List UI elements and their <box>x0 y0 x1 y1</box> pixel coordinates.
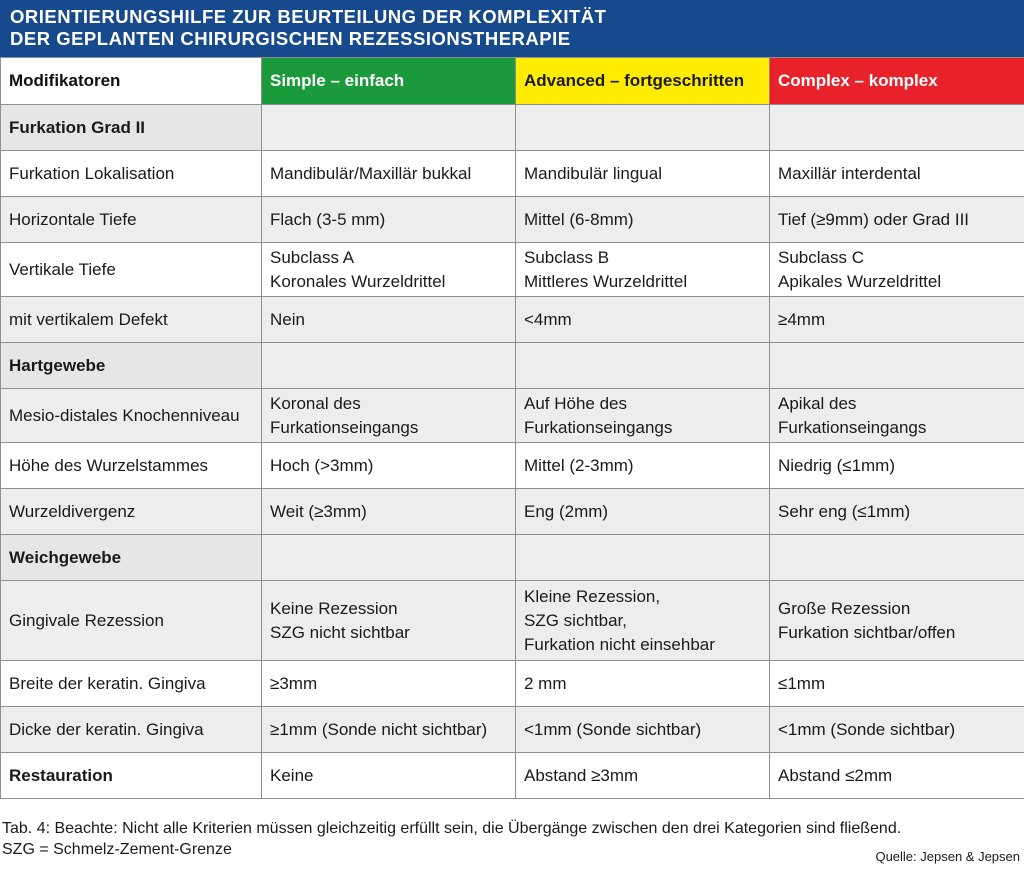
empty-cell <box>770 535 1024 581</box>
table-row <box>1 661 1024 707</box>
section-label: Weichgewebe <box>1 535 262 581</box>
advanced-cell-line: SZG sichtbar, <box>524 610 627 630</box>
simple-cell-line: ≥1mm (Sonde nicht sichtbar) <box>270 719 488 739</box>
empty-cell <box>262 535 516 581</box>
simple-cell <box>262 297 516 343</box>
table-row <box>1 197 1024 243</box>
empty-cell <box>770 343 1024 389</box>
complex-cell <box>770 197 1024 243</box>
simple-cell-line: Nein <box>270 309 305 329</box>
advanced-cell <box>516 297 770 343</box>
modifier-label: Furkation Lokalisation <box>1 151 262 197</box>
section-row <box>1 343 1024 389</box>
complex-cell-line: Große Rezession <box>778 598 911 618</box>
complexity-table <box>0 57 1024 799</box>
simple-cell-line: Hoch (>3mm) <box>270 455 374 475</box>
simple-cell-line: Keine Rezession <box>270 598 398 618</box>
complex-cell <box>770 707 1024 753</box>
advanced-cell-line: Mittel (6-8mm) <box>524 209 634 229</box>
complex-cell-line: Apikal des <box>778 393 857 413</box>
simple-cell <box>262 707 516 753</box>
simple-cell-line: Flach (3-5 mm) <box>270 209 386 229</box>
caption-note: Tab. 4: Beachte: Nicht alle Kriterien müssen gleichzeitig erfüllt sein, die Übergänge zwischen den drei Kategorien sind fließend. <box>2 820 902 837</box>
advanced-cell <box>516 389 770 443</box>
complex-cell-line: Furkation sichtbar/offen <box>778 622 956 642</box>
simple-cell <box>262 753 516 799</box>
table-row <box>1 443 1024 489</box>
modifier-label: Vertikale Tiefe <box>1 243 262 297</box>
empty-cell <box>516 535 770 581</box>
section-row <box>1 535 1024 581</box>
modifier-label: Restauration <box>1 753 262 799</box>
modifier-label: Wurzeldivergenz <box>1 489 262 535</box>
header-modifiers: Modifikatoren <box>1 58 262 105</box>
modifier-label: Gingivale Rezession <box>1 581 262 661</box>
empty-cell <box>770 105 1024 151</box>
complex-cell <box>770 443 1024 489</box>
table-row <box>1 753 1024 799</box>
caption-source: Quelle: Jepsen & Jepsen <box>875 849 1020 864</box>
advanced-cell <box>516 443 770 489</box>
advanced-cell-line: <4mm <box>524 309 572 329</box>
empty-cell <box>516 343 770 389</box>
advanced-cell <box>516 243 770 297</box>
table-title <box>0 0 1024 57</box>
simple-cell-line: Weit (≥3mm) <box>270 501 367 521</box>
complex-cell-line: Subclass C <box>778 247 864 267</box>
complex-cell-line: ≤1mm <box>778 673 826 693</box>
modifier-label: Horizontale Tiefe <box>1 197 262 243</box>
table-row <box>1 707 1024 753</box>
simple-cell <box>262 581 516 661</box>
complex-cell <box>770 581 1024 661</box>
empty-cell <box>516 105 770 151</box>
header-advanced: Advanced – fortgeschritten <box>516 58 770 105</box>
simple-cell-line: Subclass A <box>270 247 355 267</box>
simple-cell <box>262 151 516 197</box>
advanced-cell-line: 2 mm <box>524 673 567 693</box>
section-label: Furkation Grad II <box>1 105 262 151</box>
simple-cell-line: Furkationseingangs <box>270 417 419 437</box>
table-row <box>1 243 1024 297</box>
table-row <box>1 151 1024 197</box>
table-row <box>1 489 1024 535</box>
complex-cell <box>770 389 1024 443</box>
advanced-cell-line: Auf Höhe des <box>524 393 628 413</box>
complex-cell-line: ≥4mm <box>778 309 826 329</box>
advanced-cell-line: Furkationseingangs <box>524 417 673 437</box>
simple-cell-line: Koronal des <box>270 393 361 413</box>
simple-cell-line: Mandibulär/Maxillär bukkal <box>270 163 472 183</box>
advanced-cell <box>516 581 770 661</box>
title-line-2: DER GEPLANTEN CHIRURGISCHEN REZESSIONSTHERAPIE <box>10 28 571 49</box>
complex-cell <box>770 753 1024 799</box>
advanced-cell-line: Furkation nicht einsehbar <box>524 634 715 654</box>
modifier-label: Dicke der keratin. Gingiva <box>1 707 262 753</box>
simple-cell <box>262 243 516 297</box>
simple-cell-line: ≥3mm <box>270 673 318 693</box>
advanced-cell <box>516 489 770 535</box>
complex-cell-line: Tief (≥9mm) oder Grad III <box>778 209 970 229</box>
advanced-cell-line: Eng (2mm) <box>524 501 609 521</box>
complex-cell-line: Maxillär interdental <box>778 163 921 183</box>
advanced-cell-line: Kleine Rezession, <box>524 586 661 606</box>
complex-cell-line: <1mm (Sonde sichtbar) <box>778 719 956 739</box>
simple-cell-line: SZG nicht sichtbar <box>270 622 410 642</box>
simple-cell-line: Keine <box>270 765 314 785</box>
advanced-cell <box>516 707 770 753</box>
simple-cell <box>262 389 516 443</box>
table-body <box>1 105 1024 799</box>
simple-cell <box>262 489 516 535</box>
modifier-label: Höhe des Wurzelstammes <box>1 443 262 489</box>
advanced-cell-line: Mittel (2-3mm) <box>524 455 634 475</box>
complex-cell <box>770 151 1024 197</box>
table-header-row <box>1 58 1024 105</box>
advanced-cell <box>516 753 770 799</box>
table-row <box>1 581 1024 661</box>
complex-cell <box>770 661 1024 707</box>
complex-cell <box>770 489 1024 535</box>
title-line-1: ORIENTIERUNGSHILFE ZUR BEURTEILUNG DER KOMPLEXITÄT <box>10 6 607 27</box>
complex-cell <box>770 297 1024 343</box>
advanced-cell-line: Abstand ≥3mm <box>524 765 639 785</box>
advanced-cell <box>516 197 770 243</box>
simple-cell-line: Koronales Wurzeldrittel <box>270 271 446 291</box>
advanced-cell-line: Mittleres Wurzeldrittel <box>524 271 688 291</box>
header-complex: Complex – komplex <box>770 58 1024 105</box>
complex-cell-line: Apikales Wurzeldrittel <box>778 271 942 291</box>
advanced-cell <box>516 151 770 197</box>
section-label: Hartgewebe <box>1 343 262 389</box>
simple-cell <box>262 197 516 243</box>
complex-cell-line: Sehr eng (≤1mm) <box>778 501 911 521</box>
complex-cell-line: Niedrig (≤1mm) <box>778 455 896 475</box>
complex-cell <box>770 243 1024 297</box>
header-simple: Simple – einfach <box>262 58 516 105</box>
table-row <box>1 297 1024 343</box>
complex-cell-line: Furkationseingangs <box>778 417 927 437</box>
advanced-cell-line: <1mm (Sonde sichtbar) <box>524 719 702 739</box>
table-row <box>1 389 1024 443</box>
empty-cell <box>262 105 516 151</box>
empty-cell <box>262 343 516 389</box>
section-row <box>1 105 1024 151</box>
complex-cell-line: Abstand ≤2mm <box>778 765 893 785</box>
advanced-cell-line: Subclass B <box>524 247 610 267</box>
advanced-cell-line: Mandibulär lingual <box>524 163 662 183</box>
table-caption <box>2 818 1022 864</box>
simple-cell <box>262 443 516 489</box>
modifier-label: Breite der keratin. Gingiva <box>1 661 262 707</box>
modifier-label: mit vertikalem Defekt <box>1 297 262 343</box>
advanced-cell <box>516 661 770 707</box>
simple-cell <box>262 661 516 707</box>
modifier-label: Mesio-distales Knochenniveau <box>1 389 262 443</box>
caption-abbreviation: SZG = Schmelz-Zement-Grenze <box>2 841 232 858</box>
